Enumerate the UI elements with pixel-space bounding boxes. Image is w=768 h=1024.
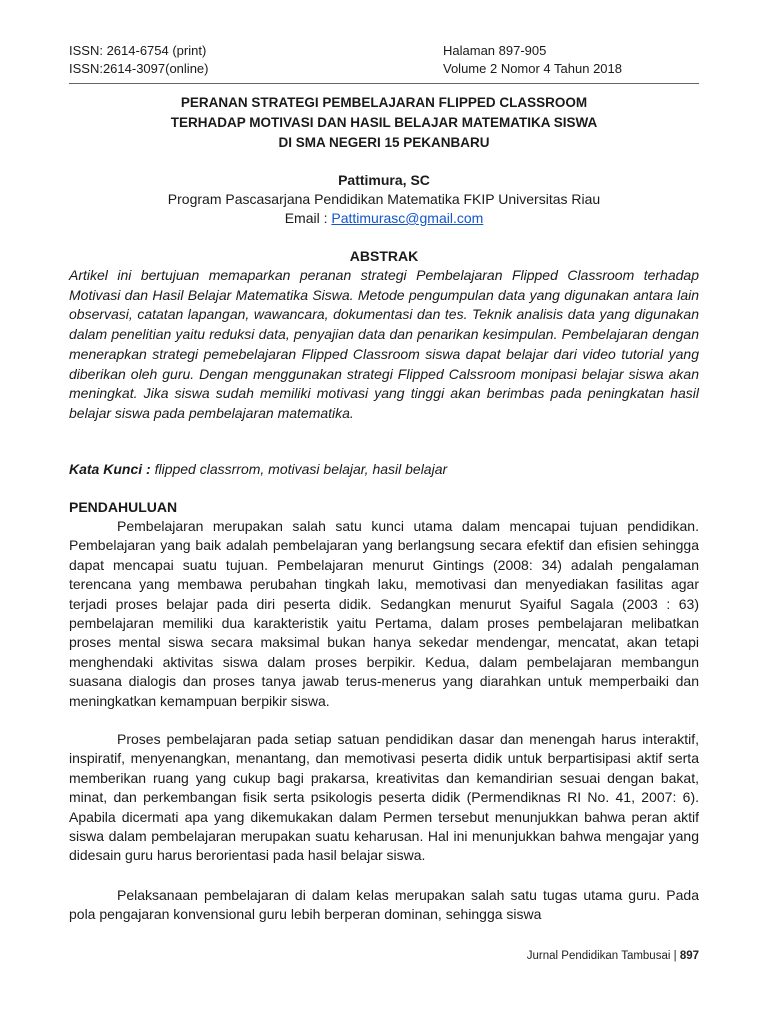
intro-paragraph-2: Proses pembelajaran pada setiap satuan pendidikan dasar dan menengah harus interaktif, inspiratif, menyenangkan, menantang, dan memotivasi peserta didik untuk berpartisipasi aktif serta memberikan ruang yang cukup bagi prakarsa, kreativitas dan kemandirian sesuai dengan bakat, minat, dan perkembangan fisik serta psikologis peserta didik (Permendiknas RI No. 41, 2007: 6). Apabila dicermati apa yang dikemukakan dalam Permen tersebut menunjukkan bahwa peran aktif siswa dalam pembelajaran merupakan suatu keharusan. Hal ini menunjukkan bahwa mengajar yang didesain guru harus berorientasi pada hasil belajar siswa. xyxy=(69,731,699,864)
section-heading-intro: PENDAHULUAN xyxy=(69,499,178,515)
footer-separator: | xyxy=(670,950,680,962)
keywords-text: flipped classrrom, motivasi belajar, hasil belajar xyxy=(150,461,448,477)
title-line-1: PERANAN STRATEGI PEMBELAJARAN FLIPPED CLASSROOM xyxy=(180,95,588,110)
paper-title xyxy=(69,93,699,153)
page-range: Halaman 897-905 xyxy=(443,43,547,58)
page-footer xyxy=(527,948,699,964)
keywords xyxy=(69,459,699,479)
intro-paragraph-1: Pembelajaran merupakan salah satu kunci utama dalam mencapai tujuan pendidikan. Pembelajaran yang baik adalah pembelajaran yang berlangsung secara efektif dan efisien sehingga dapat mencapai suatu tujuan. Pembelajaran menurut Gintings (2008: 34) adalah pengalaman terencana yang membawa perubahan tingkah laku, memotivasi dan menyediakan fasilitas agar terjadi proses belajar pada diri peserta didik. Sedangkan menurut Syaiful Sagala (2003 : 63) pembelajaran memiliki dua karakteristik yaitu Pertama, dalam proses pembelajaran melibatkan proses mental siswa secara maksimal bukan hanya sekedar mendengar, mencatat, akan tetapi menghendaki aktivitas siswa dalam proses berpikir. Kedua, dalam pembelajaran membangun suasana dialogis dan proses tanya jawab terus-menerus yang diarahkan untuk memperbaiki dan meningkatkan kemampuan berpikir siswa. xyxy=(69,518,699,709)
header-divider xyxy=(69,83,699,84)
abstract-body: Artikel ini bertujuan memaparkan peranan strategi Pembelajaran Flipped Classroom terhadap Motivasi dan Hasil Belajar Matematika Siswa. Metode pengumpulan data yang digunakan antara lain observasi, catatan lapangan, wawancara, dokumentasi dan tes. Teknik analisis data yang digunakan dalam penelitian yaitu reduksi data, penyajian data dan penarikan kesimpulan. Pembelajaran dengan menerapkan strategi pemebelajaran Flipped Classroom siswa dapat belajar dari video tutorial yang diberikan oleh guru. Dengan menggunakan strategi Flipped Calssroom monipasi belajar siswa akan meningkat. Jika siswa sudah memiliki motivasi yang tinggi akan berimbas pada peningkatan hasil belajar siswa pada pembelajaran matematika. xyxy=(69,267,699,421)
intro-paragraph-3: Pelaksanaan pembelajaran di dalam kelas merupakan salah satu tugas utama guru. Pada pola pengajaran konvensional guru lebih berperan dominan, sehingga siswa xyxy=(69,887,699,923)
title-line-3: DI SMA NEGERI 15 PEKANBARU xyxy=(278,135,490,150)
email-link[interactable]: Pattimurasc@gmail.com xyxy=(331,210,484,226)
email-label: Email : xyxy=(284,210,332,226)
abstract-heading: ABSTRAK xyxy=(349,248,419,264)
title-line-2: TERHADAP MOTIVASI DAN HASIL BELAJAR MATEMATIKA SISWA xyxy=(170,115,598,130)
issn-online: ISSN:2614-3097(online) xyxy=(69,61,209,76)
volume-info: Volume 2 Nomor 4 Tahun 2018 xyxy=(443,61,622,76)
footer-page-number: 897 xyxy=(679,950,699,962)
header-issn-block xyxy=(69,42,208,78)
footer-journal: Jurnal Pendidikan Tambusai xyxy=(526,950,671,962)
author-name: Pattimura, SC xyxy=(338,172,430,188)
issn-print: ISSN: 2614-6754 (print) xyxy=(69,43,207,58)
author-email-line xyxy=(69,209,699,228)
keywords-label: Kata Kunci : xyxy=(69,461,151,477)
author-affiliation: Program Pascasarjana Pendidikan Matematika FKIP Universitas Riau xyxy=(167,191,601,207)
header-volume-block xyxy=(443,42,622,78)
